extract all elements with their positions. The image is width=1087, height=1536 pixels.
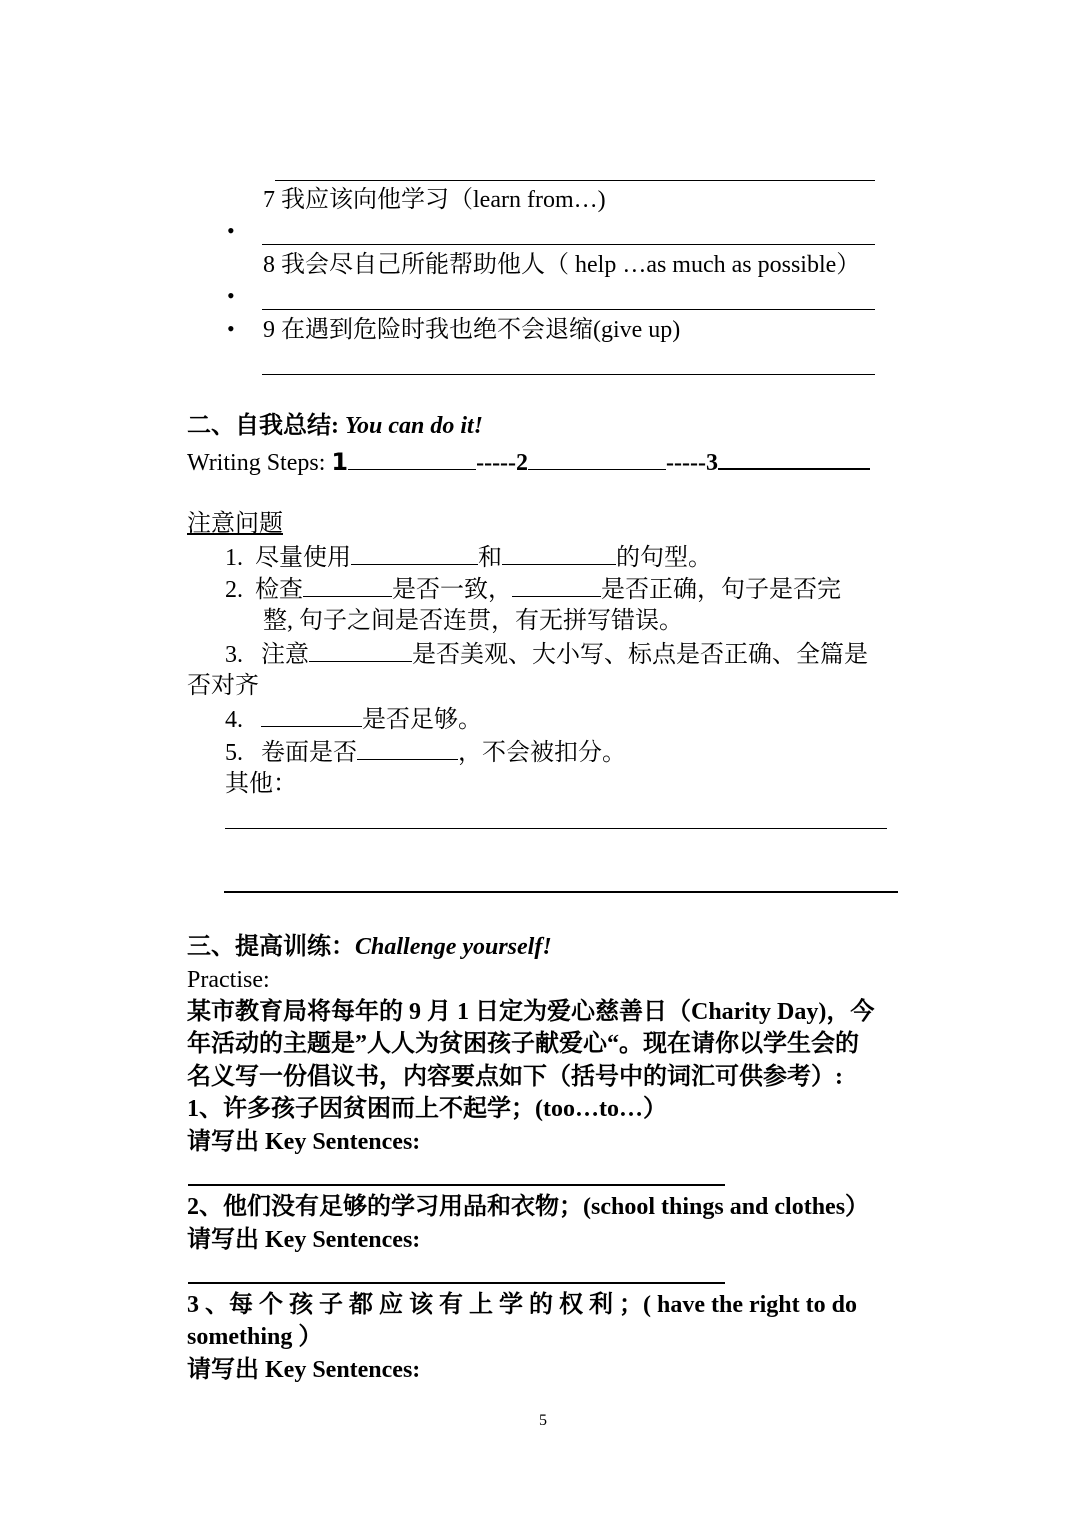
writing-steps: Writing Steps: 1 -----2 -----3 [187,446,870,478]
answer-line [224,891,898,893]
key-sentences-label: 请写出 Key Sentences: [187,1227,421,1253]
answer-line [275,180,875,181]
answer-line [225,828,887,829]
page-number: 5 [539,1412,547,1429]
bullet: • [227,283,235,308]
bullet: • [227,316,235,341]
prompt-line: 某市教育局将每年的 9 月 1 日定为爱心慈善日（Charity Day)，今 [187,999,875,1025]
note-2: 2. 检查 是否一致， 是否正确，句子是否完 [225,574,841,605]
note-5: 5. 卷面是否 ，不会被扣分。 [225,737,626,768]
note-other: 其他： [225,771,297,797]
answer-line [262,374,875,375]
note-1: 1. 尽量使用 和 的句型。 [225,542,712,573]
point-3-cont: something ） [187,1324,323,1350]
prompt-line: 名义写一份倡议书，内容要点如下（括号中的词汇可供参考）: [187,1064,843,1090]
point-3: 3 、每 个 孩 子 都 应 该 有 上 学 的 权 利 ；( have the right to do [187,1292,857,1318]
note-4: 4. 是否足够。 [225,704,482,735]
item-9: 9 在遇到危险时我也绝不会退缩(give up) [263,317,681,343]
answer-line [188,1184,725,1186]
step-blank [528,447,666,470]
answer-line [262,309,875,310]
item-8: 8 我会尽自己所能帮助他人（ help …as much as possible） [263,252,861,278]
key-sentences-label: 请写出 Key Sentences: [187,1357,421,1383]
answer-line [188,1282,725,1284]
practise-label: Practise: [187,967,270,993]
point-2: 2、他们没有足够的学习用品和衣物；(school things and clothes） [187,1194,870,1220]
bullet: • [227,218,235,243]
answer-line [262,244,875,245]
prompt-line: 年活动的主题是”人人为贫困孩子献爱心“。现在请你以学生会的 [187,1031,859,1057]
section-2-heading: 二、自我总结: You can do it! [187,413,484,439]
note-3: 3. 注意 是否美观、大小写、标点是否正确、全篇是 [225,639,868,670]
note-2-cont: 整, 句子之间是否连贯，有无拼写错误。 [263,608,683,634]
item-7: 7 我应该向他学习（learn from…) [263,187,606,213]
key-sentences-label: 请写出 Key Sentences: [187,1129,421,1155]
step-blank [718,446,870,470]
point-1: 1、许多孩子因贫困而上不起学；(too…to…） [187,1096,667,1122]
note-3-cont: 否对齐 [187,673,259,699]
section-3-heading: 三、提高训练：Challenge yourself! [187,934,552,960]
notes-title: 注意问题 [187,511,283,537]
step-blank [348,447,476,470]
